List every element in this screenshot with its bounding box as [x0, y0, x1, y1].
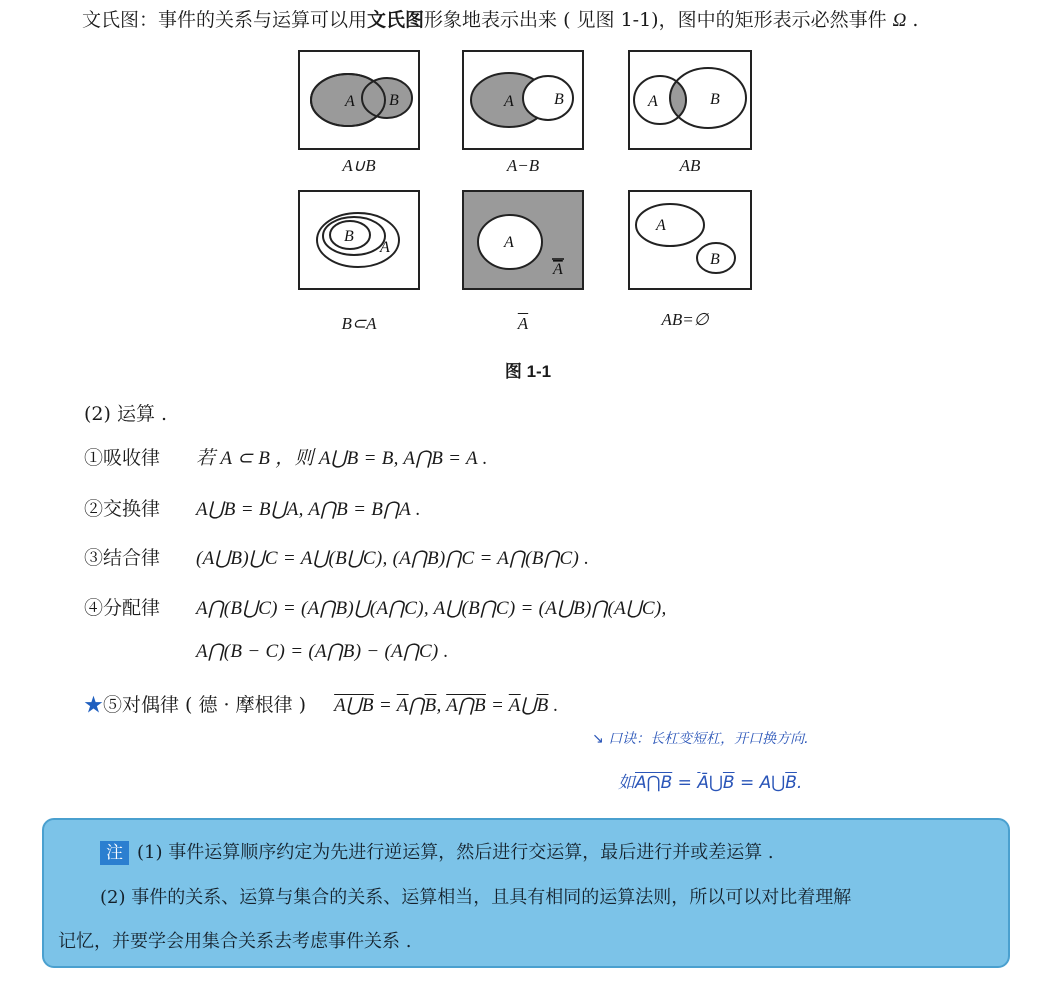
venn-difference — [462, 50, 584, 150]
caption-subset: B⊂A — [341, 314, 377, 333]
law-name: ①吸收律 — [84, 447, 161, 469]
note-tag: 注 — [100, 841, 129, 865]
venn-figure — [290, 44, 760, 340]
caption-disjoint: AB=∅ — [661, 310, 709, 329]
law-demorgan — [84, 690, 559, 717]
law-name: ③结合律 — [84, 547, 161, 569]
note-line-1: 注 (1) 事件运算顺序约定为先进行逆运算，然后进行交运算，最后进行并或差运算 . — [100, 838, 774, 865]
law-name: ②交换律 — [84, 498, 161, 520]
venn-label-a: A — [504, 234, 514, 251]
law-formula: 若 A ⊂ B ，则 A⋃B = B, A⋂B = A . — [196, 448, 488, 469]
law-absorption — [84, 443, 488, 470]
venn-complement — [462, 190, 584, 290]
venn-label-a: A — [380, 239, 390, 256]
venn-disjoint — [628, 190, 752, 290]
arrow-icon: ↘ — [592, 731, 604, 747]
venn-union — [298, 50, 420, 150]
venn-label-b: B — [554, 91, 564, 108]
caption-union: A∪B — [342, 156, 376, 175]
venn-label-a: A — [504, 93, 514, 110]
omega-symbol: Ω — [892, 10, 907, 31]
law-distributive — [84, 593, 667, 620]
law-formula: A⋃B = B⋃A, A⋂B = B⋂A . — [196, 499, 421, 520]
intro-text — [82, 6, 1022, 35]
law-associative — [84, 543, 589, 570]
intro-end: . — [906, 9, 919, 31]
figure-title: 图 1-1 — [504, 362, 552, 381]
law-formula: A⋂(B⋃C) = (A⋂B)⋃(A⋂C), A⋃(B⋂C) = (A⋃B)⋂(A⋃C), — [196, 598, 667, 619]
venn-label-a: A — [345, 93, 355, 110]
venn-label-b: B — [710, 91, 720, 108]
caption-difference: A−B — [506, 156, 540, 175]
law-formula: (A⋃B)⋃C = A⋃(B⋃C), (A⋂B)⋂C = A⋂(B⋂C) . — [196, 548, 590, 569]
venn-label-a: A — [656, 217, 666, 234]
law-name: ⑤对偶律 ( 德 · 摩根律 ) — [103, 694, 307, 716]
caption-complement: $\overline{A}$ — [517, 314, 529, 333]
law-distributive-cont — [196, 640, 449, 663]
intro-part2: 形象地表示出来 ( 见图 1-1)，图中的矩形表示必然事件 — [424, 9, 893, 31]
note-line-3: 记忆，并要学会用集合关系去考虑事件关系 . — [58, 931, 412, 952]
venn-label-b: B — [344, 228, 354, 245]
operations-heading: (2) 运算 . — [84, 403, 168, 425]
venn-label-b: B — [710, 251, 720, 268]
law-commutative — [84, 494, 421, 521]
star-icon: ★ — [84, 694, 104, 716]
venn-label-a: A — [648, 93, 658, 110]
demorgan-formula: A⋃B = $\overline{A}⋂\overline{B}$, A⋂B = $\overline{A}⋃\overline{B}$ . — [334, 695, 559, 716]
venn-label-b: B — [389, 92, 399, 109]
intro-part1: 文氏图：事件的关系与运算可以用 — [82, 9, 368, 31]
law-name: ④分配律 — [84, 597, 161, 619]
law-formula: A⋂(B − C) = (A⋂B) − (A⋂C) . — [196, 641, 449, 662]
handwritten-mnemonic: ↘ 口诀：长杠变短杠，开口换方向. — [592, 731, 809, 747]
venn-subset — [298, 190, 420, 290]
note-line-2: (2) 事件的关系、运算与集合的关系、运算相当，且具有相同的运算法则，所以可以对比着理解 — [100, 887, 852, 908]
venn-label-abar: A — [553, 261, 563, 278]
venn-intersection — [628, 50, 752, 150]
handwritten-example: 如A⋂B = $\overline{Ā}⋃\overline{B}$ = $A⋃\overline{B}$. — [618, 773, 803, 793]
caption-intersection: AB — [679, 156, 701, 175]
intro-bold-term: 文氏图 — [367, 9, 425, 31]
